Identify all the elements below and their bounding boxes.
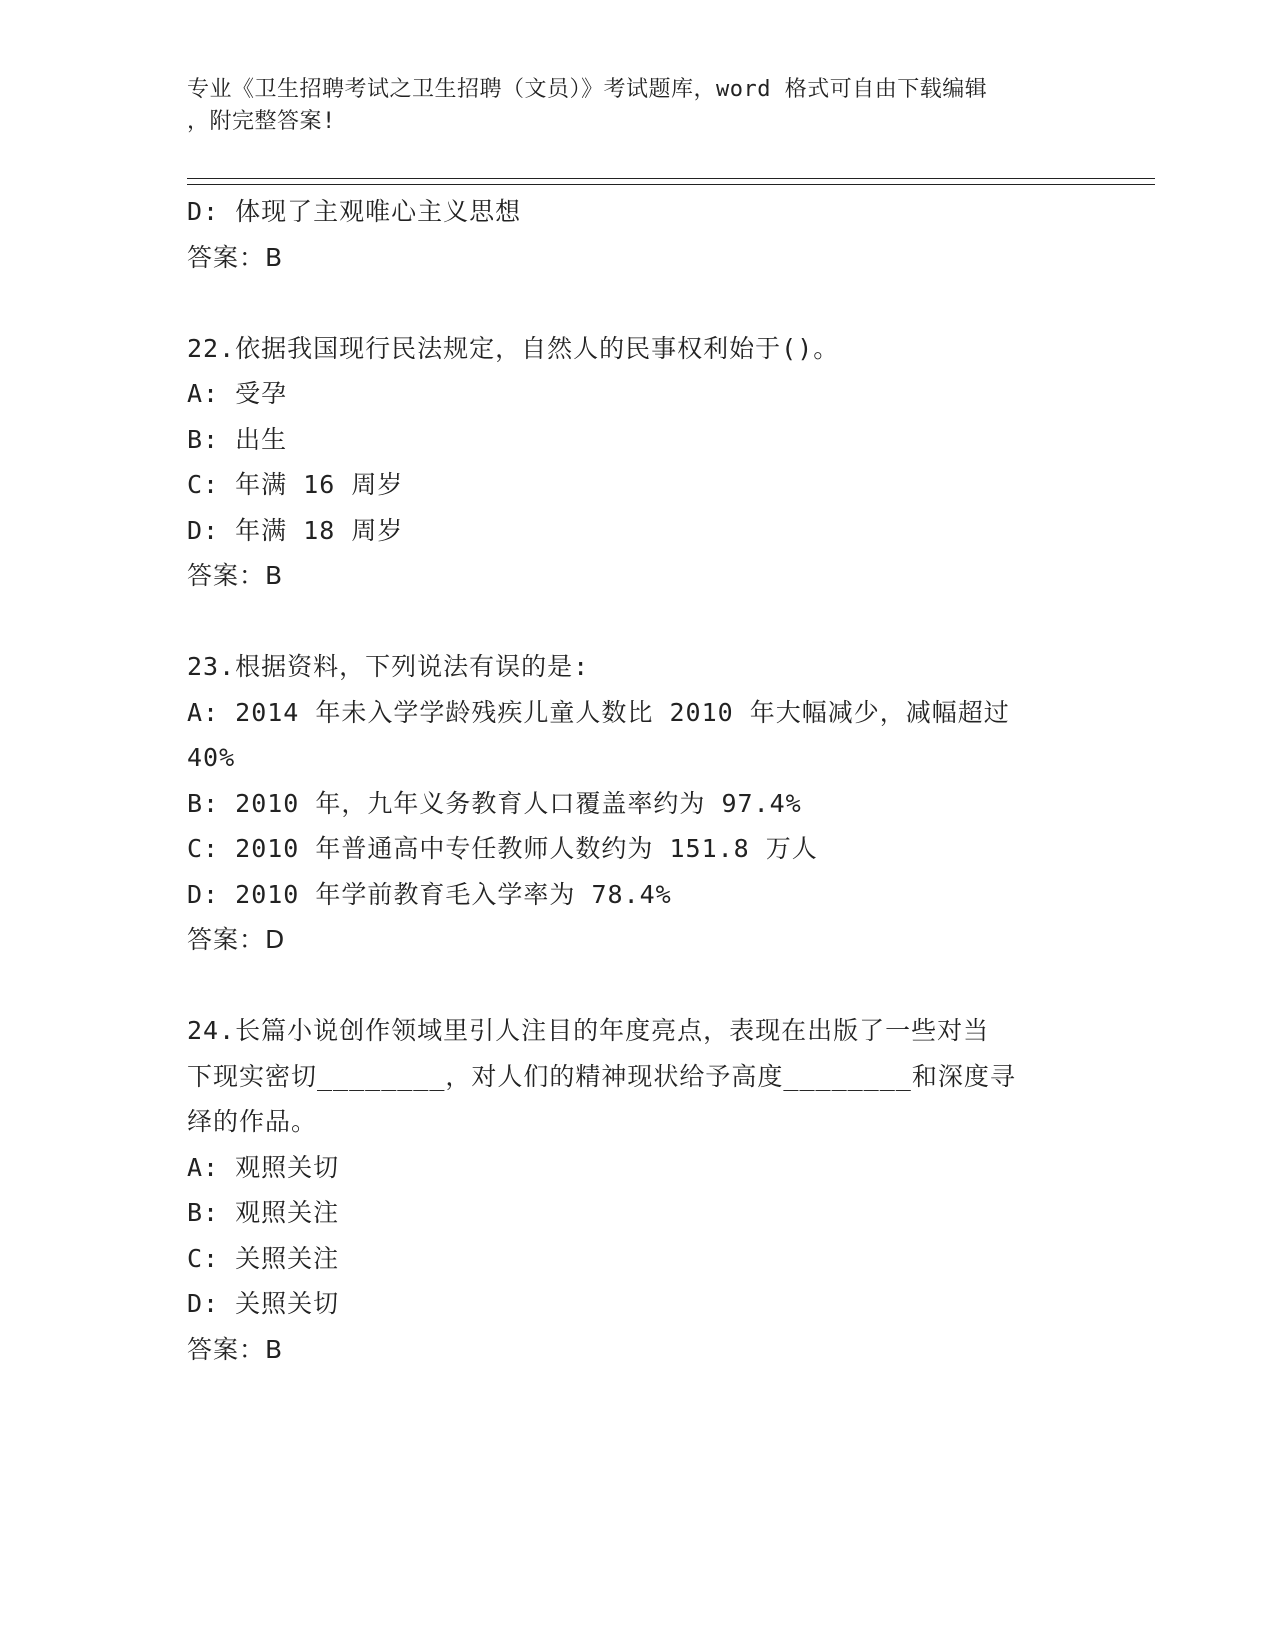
option-c: C: 关照关注 [187, 1243, 340, 1273]
previous-question-tail [187, 189, 1087, 280]
spacer [187, 599, 1087, 645]
option-d: D: 关照关切 [187, 1289, 340, 1318]
option-d: D: 年满 18 周岁 [187, 515, 404, 545]
option-d: D: 2010 年学前教育毛入学率为 78.4% [187, 879, 672, 909]
question-text-line-1: 24.长篇小说创作领域里引人注目的年度亮点，表现在出版了一些对当 [187, 1016, 990, 1045]
answer: 答案：B [187, 242, 284, 272]
option-d: D: 体现了主观唯心主义思想 [187, 197, 522, 226]
answer: 答案：B [187, 561, 284, 590]
option-b: B: 2010 年，九年义务教育人口覆盖率约为 97.4% [187, 788, 802, 818]
answer: 答案：B [187, 1334, 284, 1364]
question-22 [187, 326, 1087, 599]
question-content [187, 189, 1087, 1372]
question-text: 22.依据我国现行民法规定，自然人的民事权利始于()。 [187, 333, 840, 363]
question-text-line-2: 下现实密切________，对人们的精神现状给予高度________和深度寻 [187, 1061, 1016, 1091]
option-c: C: 年满 16 周岁 [187, 470, 404, 499]
spacer [187, 280, 1087, 326]
answer: 答案：D [187, 925, 286, 954]
header-title-line-1: 专业《卫生招聘考试之卫生招聘（文员）》考试题库，word 格式可自由下载编辑 [187, 77, 988, 102]
question-text-line-3: 绎的作品。 [187, 1107, 318, 1136]
spacer [187, 963, 1087, 1009]
option-b: B: 观照关注 [187, 1198, 340, 1227]
option-b: B: 出生 [187, 424, 288, 454]
question-text: 23.根据资料，下列说法有误的是: [187, 652, 590, 681]
page-header [187, 74, 1067, 138]
option-c: C: 2010 年普通高中专任教师人数约为 151.8 万人 [187, 834, 818, 863]
option-a-line-2: 40% [187, 743, 236, 772]
option-a: A: 受孕 [187, 379, 288, 408]
question-23 [187, 644, 1087, 963]
header-double-rule [187, 178, 1155, 185]
option-a: A: 观照关切 [187, 1152, 340, 1182]
header-title-line-2: ，附完整答案! [187, 109, 336, 134]
question-24 [187, 1008, 1087, 1372]
option-a-line-1: A: 2014 年未入学学龄残疾儿童人数比 2010 年大幅减少，减幅超过 [187, 697, 1010, 727]
